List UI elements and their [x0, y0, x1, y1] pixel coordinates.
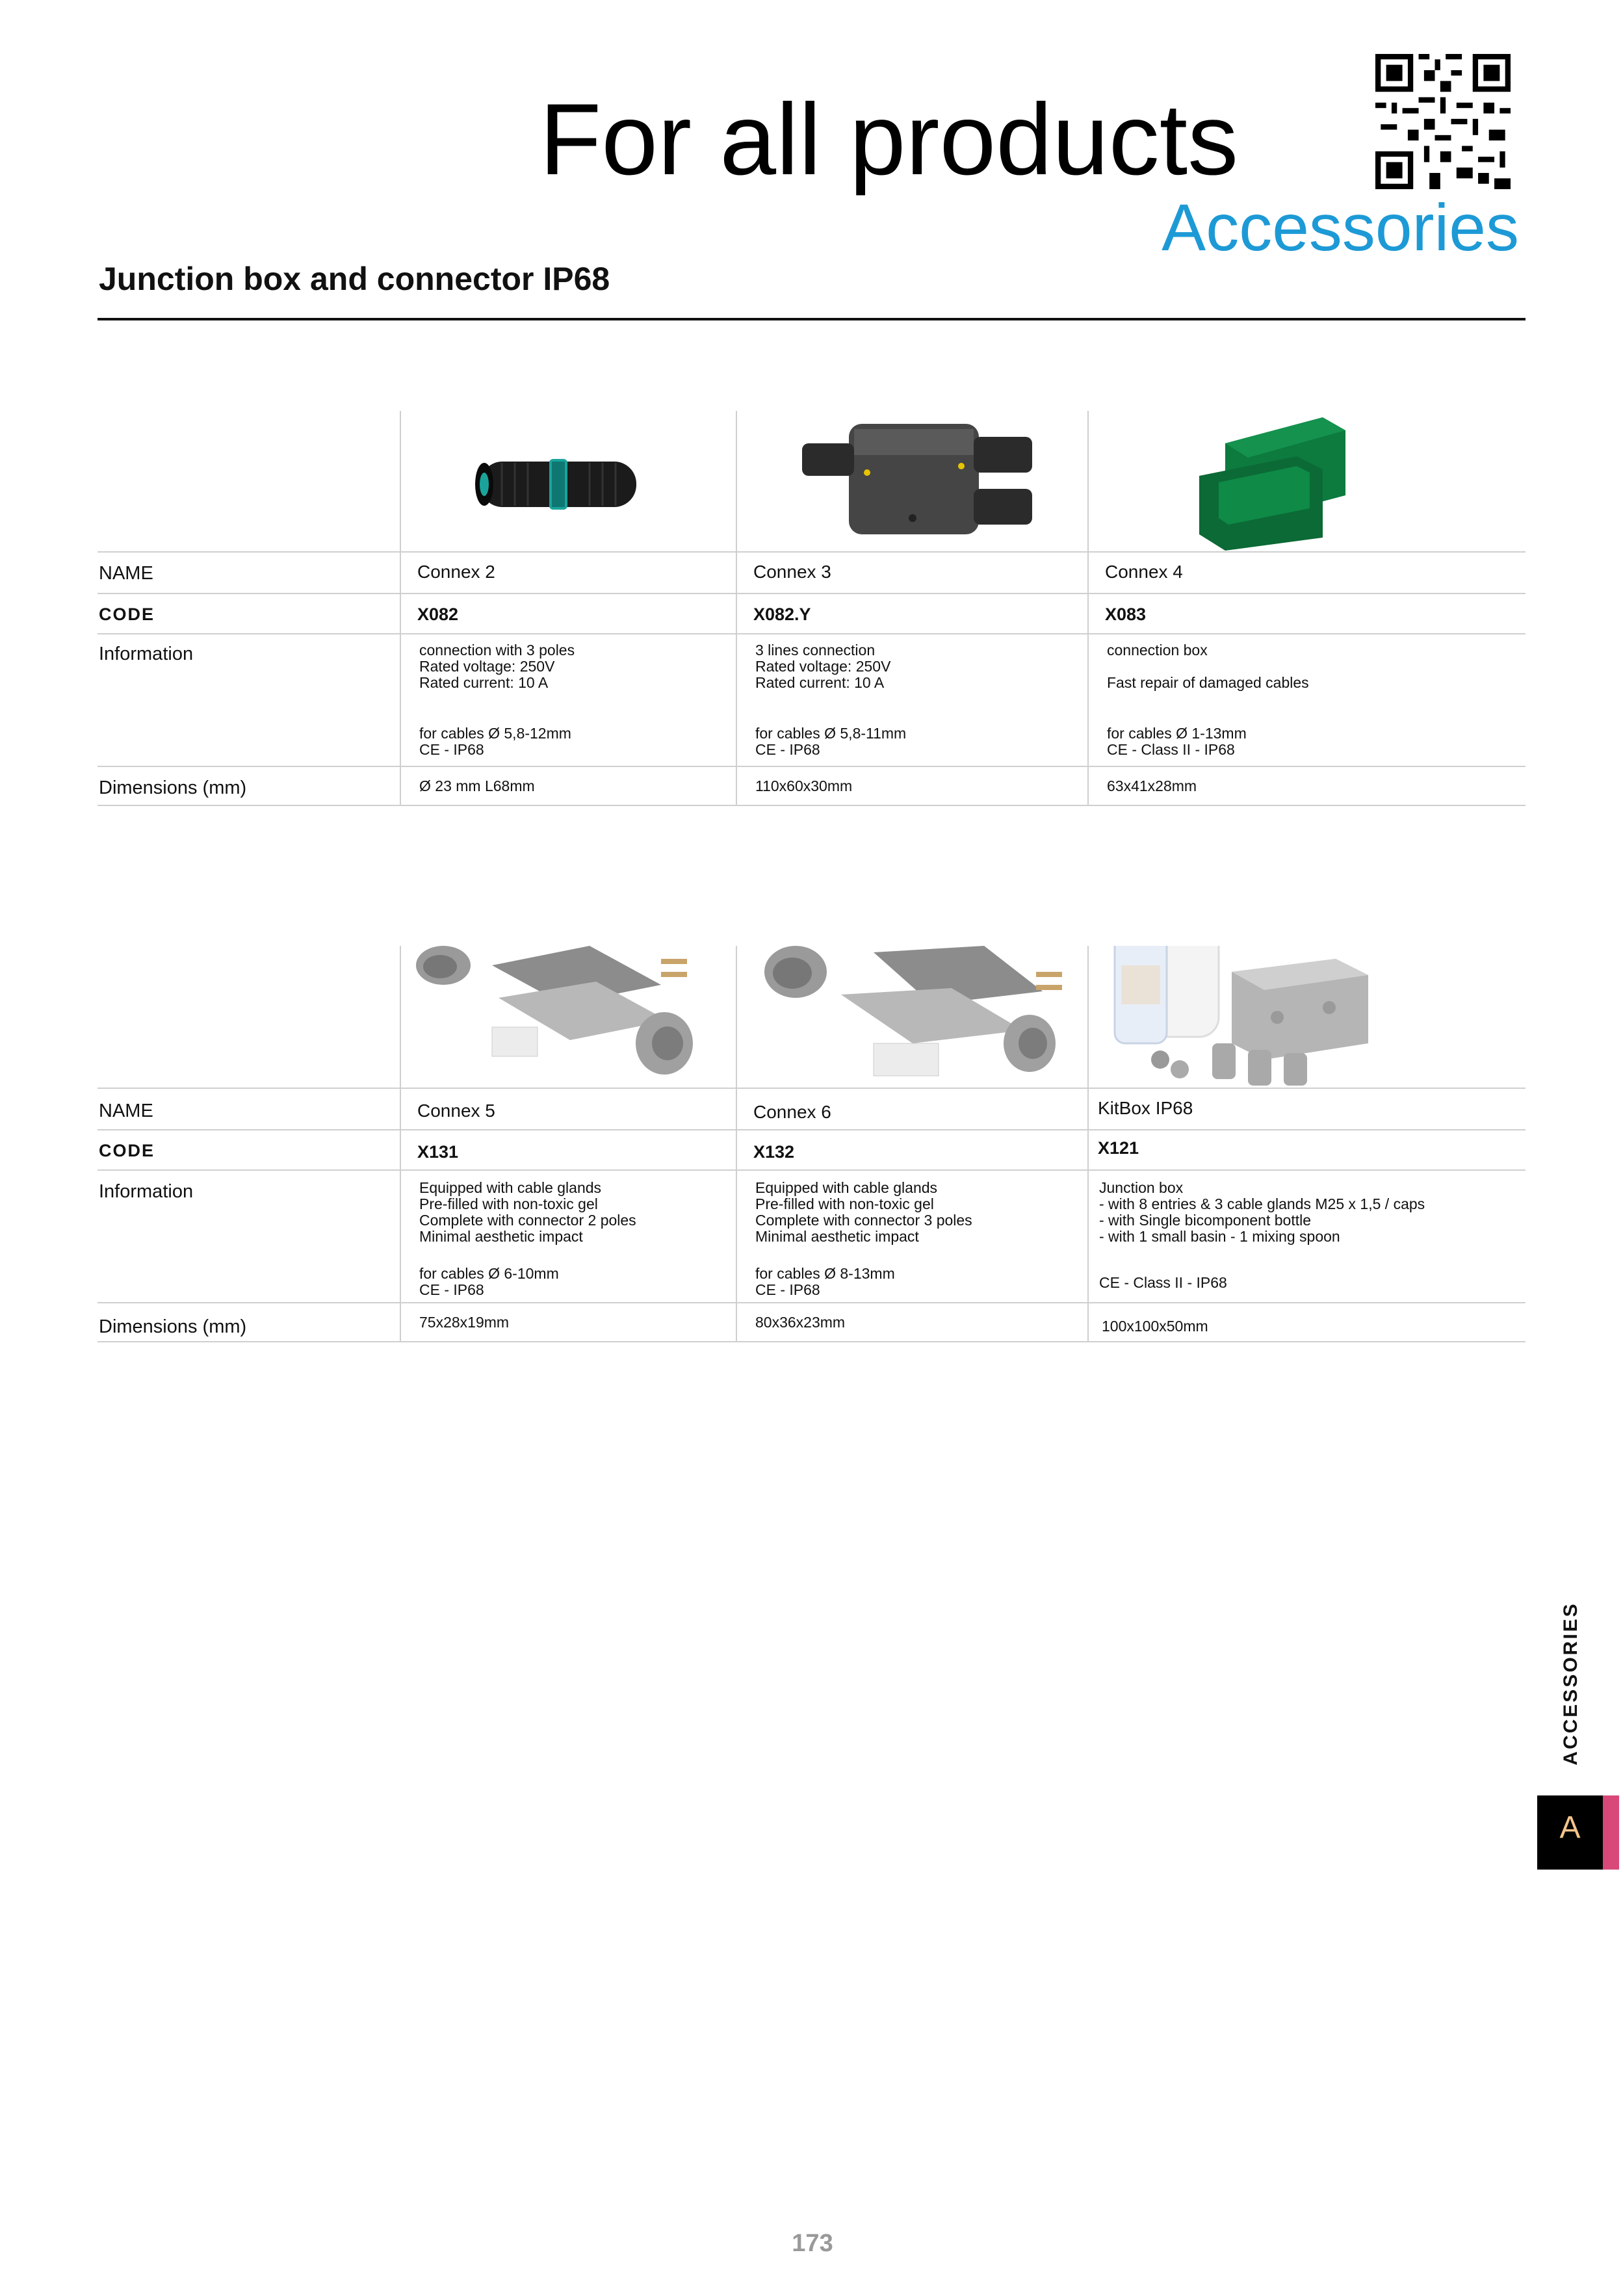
- green-box-icon: [1087, 411, 1527, 551]
- information-label: Information: [99, 1181, 194, 1202]
- product-info: Equipped with cable glands Pre-filled with non-toxic gel Complete with connector 2 poles Minimal aesthetic impact: [419, 1179, 636, 1245]
- code-label: CODE: [99, 1141, 155, 1160]
- product-cable-info: for cables Ø 5,8-11mm CE - IP68: [755, 725, 907, 758]
- product-code: X082.Y: [753, 605, 811, 624]
- kitbox-icon: [1087, 946, 1527, 1088]
- product-info: Equipped with cable glands Pre-filled with non-toxic gel Complete with connector 3 poles Minimal aesthetic impact: [755, 1179, 972, 1245]
- product-name: Connex 4: [1105, 562, 1183, 582]
- product-name: Connex 6: [753, 1102, 831, 1122]
- product-name: Connex 5: [417, 1101, 495, 1121]
- product-info: connection box Fast repair of damaged cables: [1107, 642, 1309, 691]
- name-label: NAME: [99, 1101, 153, 1121]
- name-label: NAME: [99, 563, 153, 584]
- dimensions-row: [97, 767, 1526, 806]
- product-info: 3 lines connection Rated voltage: 250V Rated current: 10 A: [755, 642, 891, 691]
- product-code: X131: [417, 1142, 459, 1162]
- product-cable-info: for cables Ø 6-10mm CE - IP68: [419, 1265, 559, 1298]
- product-code: X083: [1105, 605, 1147, 624]
- product-dimensions: 80x36x23mm: [755, 1314, 846, 1331]
- product-cable-info: CE - Class II - IP68: [1099, 1274, 1227, 1291]
- page-title: For all products: [539, 83, 1239, 196]
- information-row: [97, 1171, 1526, 1303]
- y-connector-icon: [736, 411, 1089, 551]
- image-row: [97, 411, 1526, 553]
- code-row: [97, 1130, 1526, 1171]
- product-name: Connex 2: [417, 562, 495, 582]
- information-row: [97, 634, 1526, 767]
- product-cable-info: for cables Ø 8-13mm CE - IP68: [755, 1265, 895, 1298]
- section-tab-letter: A: [1559, 1810, 1581, 1845]
- product-info: Junction box - with 8 entries & 3 cable glands M25 x 1,5 / caps - with Single bicomponent bottle - with 1 small basin - 1 mixing spoon: [1099, 1179, 1425, 1245]
- section-divider: [97, 318, 1526, 320]
- product-dimensions: 75x28x19mm: [419, 1314, 510, 1331]
- product-dimensions: 100x100x50mm: [1102, 1318, 1208, 1335]
- qr-code-icon[interactable]: [1375, 53, 1511, 190]
- dimensions-label: Dimensions (mm): [99, 1316, 247, 1337]
- side-section-label: ACCESSORIES: [1560, 1602, 1581, 1766]
- product-cable-info: for cables Ø 5,8-12mm CE - IP68: [419, 725, 571, 758]
- page-subtitle: Accessories: [1162, 190, 1519, 265]
- product-code: X132: [753, 1142, 795, 1162]
- product-dimensions: Ø 23 mm L68mm: [419, 777, 535, 794]
- section-title: Junction box and connector IP68: [99, 261, 610, 297]
- product-dimensions: 63x41x28mm: [1107, 777, 1197, 794]
- gel-junction-3-icon: [736, 946, 1089, 1088]
- information-label: Information: [99, 644, 194, 664]
- section-tab[interactable]: [1537, 1795, 1603, 1870]
- product-info: connection with 3 poles Rated voltage: 250V Rated current: 10 A: [419, 642, 575, 691]
- inline-connector-icon: [400, 411, 737, 551]
- product-table-1: [97, 411, 1526, 806]
- section-tab-accent: [1603, 1795, 1619, 1870]
- gel-junction-2-icon: [400, 946, 737, 1088]
- product-cable-info: for cables Ø 1-13mm CE - Class II - IP68: [1107, 725, 1247, 758]
- product-dimensions: 110x60x30mm: [755, 777, 853, 794]
- product-code: X121: [1098, 1138, 1139, 1158]
- page-number: 173: [792, 2230, 833, 2257]
- image-row: [97, 946, 1526, 1089]
- product-code: X082: [417, 605, 459, 624]
- name-row: [97, 553, 1526, 594]
- product-name: Connex 3: [753, 562, 831, 582]
- code-label: CODE: [99, 605, 155, 624]
- dimensions-label: Dimensions (mm): [99, 777, 247, 798]
- product-table-2: [97, 946, 1526, 1344]
- dimensions-row: [97, 1303, 1526, 1342]
- name-row: [97, 1089, 1526, 1130]
- code-row: [97, 594, 1526, 634]
- product-name: KitBox IP68: [1098, 1098, 1193, 1118]
